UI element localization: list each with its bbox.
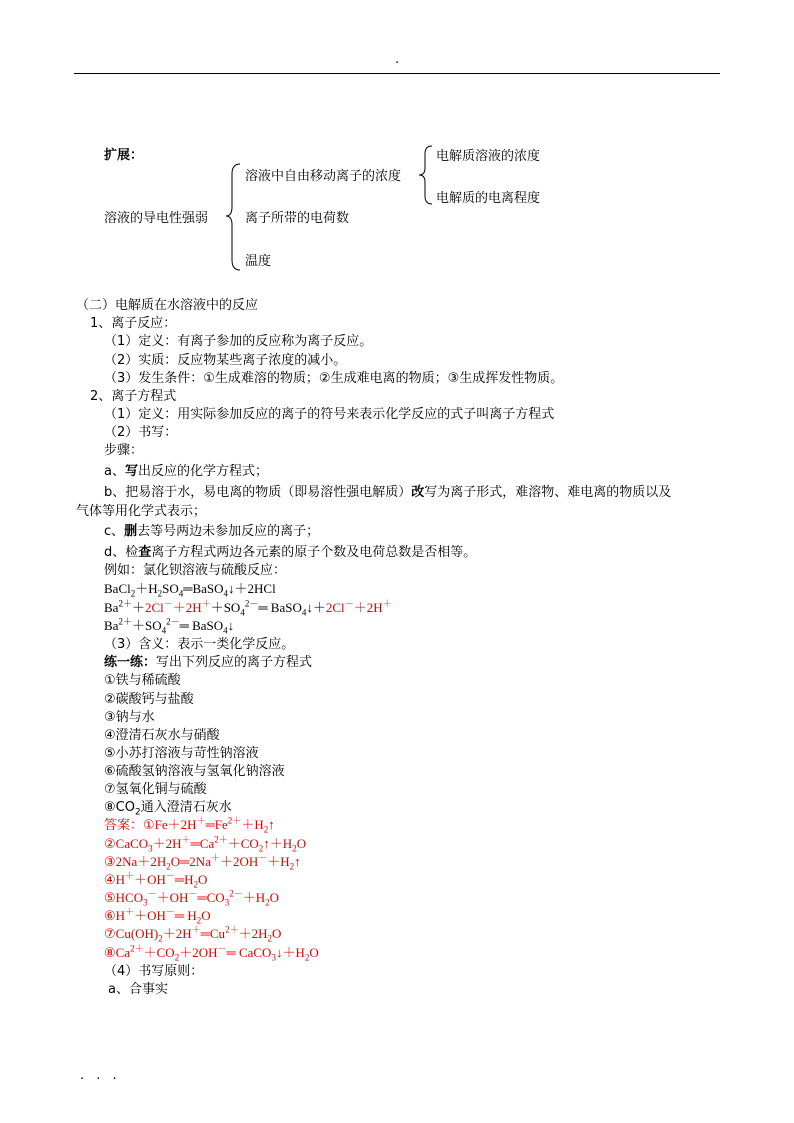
ionic-reaction-title: 1、离子反应： — [90, 316, 177, 331]
step-d — [104, 541, 476, 560]
practice-item-8-sub: 2 — [134, 807, 141, 818]
step-b-prefix: b、把易溶于水，易电离的物质（即易溶性强电解质） — [104, 485, 412, 500]
practice-item: ⑤小苏打溶液与苛性钠溶液 — [104, 746, 259, 761]
step-a — [104, 460, 268, 479]
practice-item-8 — [104, 796, 232, 818]
ionic-reaction-essence: （2）实质：反应物某些离子浓度的减小。 — [104, 353, 347, 368]
brace-left-icon — [226, 162, 242, 272]
tree-item-concentration: 溶液中自由移动离子的浓度 — [245, 169, 402, 184]
step-a-prefix: a、 — [104, 464, 125, 479]
tree-item-ionization-degree: 电解质的电离程度 — [436, 191, 541, 206]
ionic-equation-definition: （1）定义：用实际参加反应的离子的符号来表示化学反应的式子叫离子方程式 — [104, 407, 555, 422]
step-c — [104, 520, 319, 539]
step-b-key: 改 — [411, 485, 425, 500]
practice-item: ④澄清石灰水与硝酸 — [104, 728, 220, 743]
meaning: （3）含义：表示一类化学反应。 — [104, 637, 295, 652]
ionic-equation-title: 2、离子方程式 — [90, 389, 177, 404]
equation-full-ionic: $Ba^{2+}+2Cl^-+2H^++SO_4^{2-}═$ BaSO$_4$↓＋2Cl－＋2H＋ — [104, 598, 392, 618]
practice-item-8-prefix: ⑧CO — [104, 800, 135, 815]
step-a-rest: 出反应的化学方程式； — [137, 464, 268, 479]
practice-prompt: 写出下列反应的离子方程式 — [156, 655, 313, 670]
equation-net-ionic: $Ba^{2+}+SO_4^{2-}═$ BaSO$_4$↓ — [104, 616, 235, 636]
section-title: （二）电解质在水溶液中的反应 — [76, 298, 259, 313]
step-d-prefix: d、检 — [104, 545, 139, 560]
answer-7: $⑦Cu(OH)_2+2H^+═Cu^{2+}+2H_2O$ — [104, 924, 282, 944]
principles: （4）书写原则： — [104, 964, 204, 979]
step-d-rest: 离子方程式两边各元素的原子个数及电荷总数是否相等。 — [151, 545, 477, 560]
expansion-root: 溶液的导电性强弱 — [104, 211, 209, 226]
principle-a: a、合事实 — [108, 982, 168, 997]
expansion-label: 扩展： — [104, 148, 144, 163]
answer-4: $④H^++OH^-═H_2O$ — [104, 870, 208, 890]
answer-3: $③2Na+2H_2O═2Na^++2OH^-+H_2↑$ — [104, 852, 301, 872]
brace-right-icon — [419, 144, 433, 206]
step-c-prefix: c、 — [104, 524, 125, 539]
practice-item: ⑦氢氧化铜与硫酸 — [104, 782, 207, 797]
ionic-equation-writing: （2）书写： — [104, 425, 178, 440]
tree-item-solution-concentration: 电解质溶液的浓度 — [436, 149, 541, 164]
ionic-reaction-conditions: （3）发生条件：①生成难溶的物质；②生成难电离的物质；③生成挥发性物质。 — [104, 371, 564, 386]
steps-label: 步骤： — [104, 443, 144, 458]
step-c-rest: 去等号两边未参加反应的离子； — [137, 524, 320, 539]
step-a-key: 写 — [124, 464, 138, 479]
equation-molecular: $BaCl_2+H_2SO_4═BaSO_4↓+2HCl$ — [104, 581, 276, 599]
header-rule — [74, 73, 720, 74]
answer-mark: ① — [143, 818, 155, 833]
tree-item-temperature: 温度 — [245, 254, 272, 269]
answer-label: 答案： — [104, 818, 144, 833]
step-c-key: 删 — [124, 524, 138, 539]
practice-label: 练一练： — [104, 655, 157, 670]
tree-item-charge: 离子所带的电荷数 — [245, 211, 350, 226]
example-label: 例如：氯化钡溶液与硫酸反应： — [104, 563, 287, 578]
practice-heading — [104, 651, 312, 670]
step-b-rest: 写为离子形式，难溶物、难电离的物质以及 — [424, 485, 672, 500]
answer-2: $②CaCO_3+2H^+═Ca^{2+}+CO_2↑+H_2O$ — [104, 834, 307, 854]
practice-item: ⑥硫酸氢钠溶液与氢氧化钠溶液 — [104, 764, 285, 779]
header-dot: . — [395, 52, 400, 67]
step-b-line2: 气体等用化学式表示； — [76, 504, 207, 519]
step-d-key: 查 — [138, 545, 152, 560]
answer-6: ⑥H＋＋OH－═ $H_2O$ — [104, 906, 211, 926]
practice-item-8-rest: 通入澄清石灰水 — [140, 800, 232, 815]
practice-item: ①铁与稀硫酸 — [104, 673, 181, 688]
practice-item: ②碳酸钙与盐酸 — [104, 692, 194, 707]
footer-dots: . . . — [80, 1068, 121, 1083]
ionic-reaction-definition: （1）定义：有离子参加的反应称为离子反应。 — [104, 334, 373, 349]
answer-5: $⑤HCO_3^-+OH^-═CO_3^{2-}+H_2O$ — [104, 888, 279, 908]
answer-1: 答案：$①Fe+2H^+═Fe^{2+}+H_2↑$ — [104, 815, 275, 835]
practice-item: ③钠与水 — [104, 710, 155, 725]
step-b — [104, 481, 671, 500]
answer-8: $⑧Ca^{2+}+CO_2+2OH^-═$ $CaCO_3↓+H_2O$ — [104, 943, 319, 963]
